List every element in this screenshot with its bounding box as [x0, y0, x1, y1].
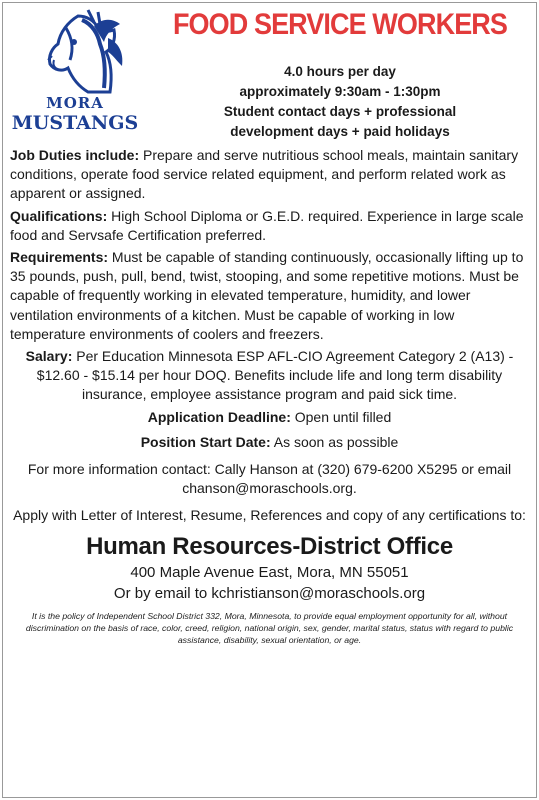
apply-paragraph: Apply with Letter of Interest, Resume, References and copy of any certifications to:: [13, 507, 526, 524]
header: [6, 6, 533, 146]
job-duties-paragraph: [10, 146, 529, 204]
contact-days-line: Student contact days + professional: [223, 104, 457, 119]
logo-mustangs-text: MUSTANGS: [11, 112, 139, 134]
logo-mora-text: MORA: [46, 94, 104, 112]
email-line: Or by email to kchristianson@moraschools.org: [113, 584, 426, 602]
qualifications-label: Qualifications:: [10, 207, 108, 224]
address-line: 400 Maple Avenue East, Mora, MN 55051: [130, 563, 409, 581]
salary-text: Per Education Minnesota ESP AFL-CIO Agreement Category 2 (A13) - $12.60 - $15.14 per hour DOQ. Benefits include life and long term disability insurance, employee assistance program and paid sick time.: [36, 348, 514, 403]
holidays-line: development days + paid holidays: [230, 124, 450, 139]
start-date-value: As soon as possible: [270, 433, 399, 450]
qualifications-paragraph: [10, 207, 529, 245]
requirements-text: Must be capable of standing continuously, occasionally lifting up to 35 pounds, push, pull, bend, twist, stooping, and some repetitive motions. Must be capable of frequently working in elevated temperature, humidity, and lower ventilation environments of a kitchen. Must be capable of working in low temperature environments of coolers and freezers.: [10, 249, 524, 342]
time-line: approximately 9:30am - 1:30pm: [239, 84, 441, 99]
equal-opportunity-policy: It is the policy of Independent School District 332, Mora, Minnesota, to provide equal employment opportunity for all, without discrimination on the basis of race, color, creed, religion, national origin, sex, gender, marital status, status with regard to public assistance, disability, sexual orientation, or age.: [25, 610, 514, 645]
requirements-label: Requirements:: [10, 249, 109, 266]
posting-body: [10, 146, 529, 646]
requirements-paragraph: [10, 248, 529, 344]
job-duties-label: Job Duties include:: [10, 147, 140, 163]
start-date-line: [10, 433, 529, 452]
deadline-value: Open until filled: [290, 408, 392, 425]
page-title: FOOD SERVICE WORKERS: [172, 8, 508, 41]
deadline-label: Application Deadline:: [147, 408, 291, 425]
contact-paragraph: For more information contact: Cally Hanson at (320) 679-6200 X5295 or email chanson@moraschools.org.: [27, 461, 512, 497]
deadline-line: [10, 408, 529, 427]
salary-label: Salary:: [25, 348, 73, 365]
start-date-label: Position Start Date:: [140, 433, 271, 450]
hours-line: 4.0 hours per day: [284, 64, 396, 79]
mora-mustangs-logo: [8, 8, 142, 142]
qualifications-text: High School Diploma or G.E.D. required. Experience in large scale food and Servsafe Certification preferred.: [10, 207, 524, 243]
salary-paragraph: [10, 347, 529, 405]
hr-office-heading: Human Resources-District Office: [86, 532, 453, 560]
job-duties-text: Prepare and serve nutritious school meals, maintain sanitary conditions, operate food service related equipment, and perform related work as apparent or assigned.: [10, 147, 519, 202]
